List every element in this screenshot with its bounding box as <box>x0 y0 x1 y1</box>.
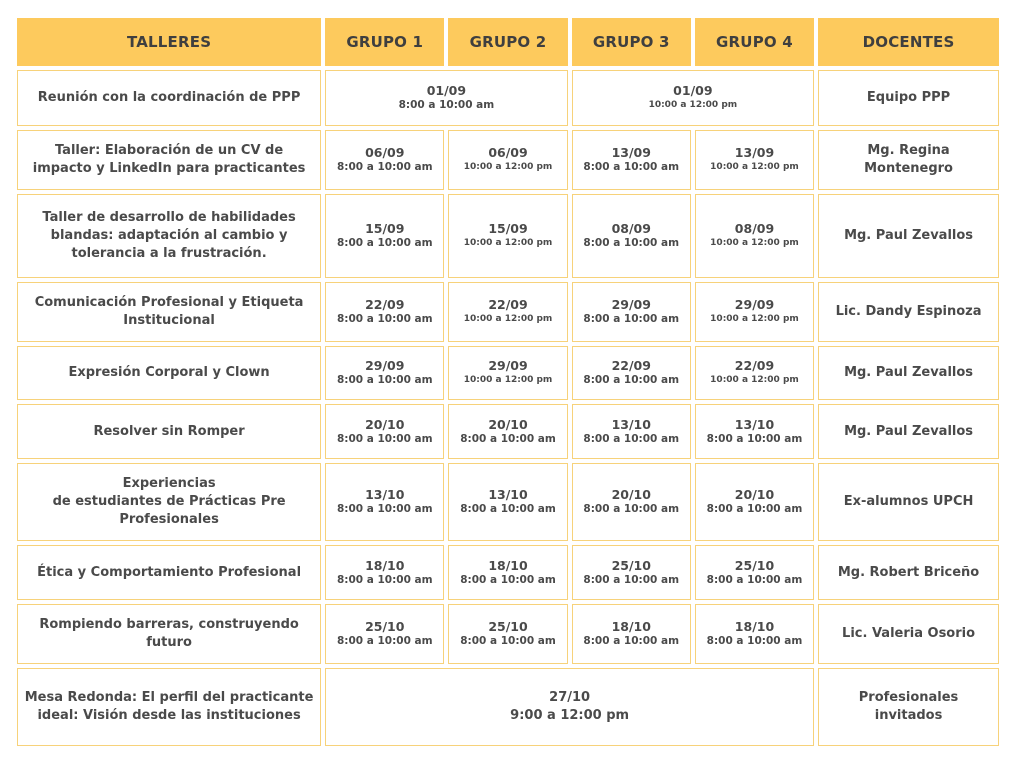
session-date: 22/09 <box>611 358 651 373</box>
session-time: 8:00 a 10:00 am <box>583 432 680 445</box>
session-date: 18/10 <box>611 619 651 634</box>
header-grupo-4: GRUPO 4 <box>695 18 814 66</box>
session-cell <box>325 282 444 342</box>
table-row <box>17 130 999 190</box>
session-date: 20/10 <box>611 487 651 502</box>
session-time: 10:00 a 12:00 pm <box>463 238 553 248</box>
table-row <box>17 463 999 541</box>
session-time: 8:00 a 10:00 am <box>583 237 680 249</box>
session-date: 29/09 <box>734 297 775 312</box>
session-time: 8:00 a 10:00 am <box>460 432 556 445</box>
session-date: 01/09 <box>426 83 467 98</box>
docente-name: Mg. Paul Zevallos <box>818 194 999 278</box>
session-time: 8:00 a 10:00 am <box>583 313 680 325</box>
session-time: 8:00 a 10:00 am <box>336 573 433 586</box>
taller-name: Comunicación Profesional y Etiqueta Institucional <box>17 282 321 342</box>
session-time: 8:00 a 10:00 am <box>336 313 433 325</box>
session-date: 18/10 <box>488 557 528 573</box>
session-time: 8:00 a 10:00 am <box>583 635 680 647</box>
header-talleres: TALLERES <box>17 18 321 66</box>
session-cell <box>325 545 444 600</box>
session-time: 9:00 a 12:00 pm <box>510 708 630 723</box>
session-date: 13/10 <box>365 487 405 502</box>
session-time: 8:00 a 10:00 am <box>583 573 680 586</box>
session-time: 8:00 a 10:00 am <box>706 573 803 586</box>
session-date: 13/10 <box>734 416 775 432</box>
table-row <box>17 545 999 600</box>
session-cell <box>448 604 567 664</box>
taller-name-line1: Experiencias <box>122 476 216 491</box>
session-cell <box>448 282 567 342</box>
session-cell <box>572 463 691 541</box>
docente-name: Equipo PPP <box>818 70 999 126</box>
docente-name: Mg. Paul Zevallos <box>818 404 999 459</box>
docente-name: Ex-alumnos UPCH <box>818 463 999 541</box>
session-date: 13/10 <box>488 487 528 502</box>
session-cell <box>448 404 567 459</box>
session-time: 8:00 a 10:00 am <box>583 161 680 173</box>
session-date: 25/10 <box>365 619 405 634</box>
session-time: 10:00 a 12:00 pm <box>710 314 799 324</box>
session-cell <box>448 463 567 541</box>
session-time: 8:00 a 10:00 am <box>336 374 433 386</box>
taller-name: Expresión Corporal y Clown <box>17 346 321 400</box>
table-row <box>17 282 999 342</box>
session-date: 25/10 <box>734 557 775 573</box>
session-date: 29/09 <box>365 358 405 373</box>
taller-name: Taller de desarrollo de habilidades blandas: adaptación al cambio y tolerancia a la frustración. <box>17 194 321 278</box>
session-time: 8:00 a 10:00 am <box>460 503 556 515</box>
session-date: 25/10 <box>488 619 528 634</box>
session-date: 01/09 <box>673 83 713 98</box>
session-time: 8:00 a 10:00 am <box>336 237 433 249</box>
session-cell <box>448 545 567 600</box>
session-date: 13/09 <box>611 145 651 160</box>
session-time: 8:00 a 10:00 am <box>336 503 433 515</box>
docente-name: Lic. Dandy Espinoza <box>818 282 999 342</box>
session-date: 20/10 <box>488 416 528 432</box>
table-row <box>17 194 999 278</box>
table-row <box>17 70 999 126</box>
session-time: 8:00 a 10:00 am <box>706 432 803 445</box>
session-time: 10:00 a 12:00 pm <box>463 314 553 324</box>
taller-name: Mesa Redonda: El perfil del practicante ideal: Visión desde las instituciones <box>17 668 321 746</box>
session-date: 22/09 <box>734 358 775 373</box>
session-date: 29/09 <box>488 358 528 373</box>
session-cell <box>695 194 814 278</box>
session-cell <box>572 604 691 664</box>
taller-name: Resolver sin Romper <box>17 404 321 459</box>
session-cell <box>448 346 567 400</box>
session-cell <box>325 346 444 400</box>
session-date: 29/09 <box>611 297 651 312</box>
session-cell <box>572 404 691 459</box>
session-cell <box>695 404 814 459</box>
session-time: 10:00 a 12:00 pm <box>463 375 553 385</box>
session-cell <box>325 70 567 126</box>
table-row <box>17 404 999 459</box>
header-grupo-1: GRUPO 1 <box>325 18 444 66</box>
session-cell <box>448 194 567 278</box>
docente-name: Lic. Valeria Osorio <box>818 604 999 664</box>
session-date: 15/09 <box>365 221 405 236</box>
header-docentes: DOCENTES <box>818 18 999 66</box>
session-time: 8:00 a 10:00 am <box>460 573 556 586</box>
docente-name: Mg. Robert Briceño <box>818 545 999 600</box>
table-row <box>17 604 999 664</box>
session-cell <box>572 282 691 342</box>
session-time: 8:00 a 10:00 am <box>583 503 680 515</box>
session-date: 22/09 <box>365 297 405 312</box>
header-grupo-3: GRUPO 3 <box>572 18 691 66</box>
session-date: 27/10 <box>549 690 591 705</box>
docente-name: Mg. Paul Zevallos <box>818 346 999 400</box>
session-time: 8:00 a 10:00 am <box>398 99 495 111</box>
session-time: 8:00 a 10:00 am <box>336 432 433 445</box>
schedule-table <box>13 14 1003 750</box>
session-date: 20/10 <box>734 487 775 502</box>
taller-name: Rompiendo barreras, construyendo futuro <box>17 604 321 664</box>
header-grupo-2: GRUPO 2 <box>448 18 567 66</box>
session-cell <box>695 463 814 541</box>
header-row <box>17 18 999 66</box>
session-date: 18/10 <box>365 557 405 573</box>
docente-name: Mg. Regina Montenegro <box>818 130 999 190</box>
session-time: 8:00 a 10:00 am <box>706 635 803 647</box>
table-row <box>17 346 999 400</box>
session-time: 10:00 a 12:00 pm <box>710 162 799 172</box>
session-cell <box>448 130 567 190</box>
taller-name <box>17 463 321 541</box>
session-date: 25/10 <box>611 557 651 573</box>
session-time: 10:00 a 12:00 pm <box>463 162 553 172</box>
session-cell <box>325 668 814 746</box>
session-time: 10:00 a 12:00 pm <box>710 238 799 248</box>
docente-name: Profesionales invitados <box>818 668 999 746</box>
session-date: 06/09 <box>488 145 528 160</box>
session-date: 13/09 <box>734 145 775 160</box>
session-cell <box>325 463 444 541</box>
session-date: 22/09 <box>488 297 528 312</box>
session-cell <box>325 130 444 190</box>
session-cell <box>325 404 444 459</box>
table-row <box>17 668 999 746</box>
session-time: 8:00 a 10:00 am <box>336 635 433 647</box>
session-time: 8:00 a 10:00 am <box>336 161 433 173</box>
session-cell <box>572 70 814 126</box>
session-time: 10:00 a 12:00 pm <box>648 100 738 110</box>
session-date: 06/09 <box>365 145 405 160</box>
session-cell <box>695 346 814 400</box>
session-cell <box>572 545 691 600</box>
session-cell <box>695 130 814 190</box>
session-cell <box>695 604 814 664</box>
session-time: 8:00 a 10:00 am <box>460 635 556 647</box>
taller-name: Taller: Elaboración de un CV de impacto y LinkedIn para practicantes <box>17 130 321 190</box>
session-cell <box>572 130 691 190</box>
session-date: 20/10 <box>365 416 405 432</box>
session-cell <box>325 604 444 664</box>
session-date: 15/09 <box>488 221 528 236</box>
session-time: 10:00 a 12:00 pm <box>710 375 799 385</box>
session-time: 8:00 a 10:00 am <box>706 503 803 515</box>
session-time: 8:00 a 10:00 am <box>583 374 680 386</box>
session-cell <box>572 346 691 400</box>
taller-name: Ética y Comportamiento Profesional <box>17 545 321 600</box>
taller-name-line2: de estudiantes de Prácticas Pre Profesionales <box>52 494 286 527</box>
session-date: 13/10 <box>611 416 651 432</box>
session-cell <box>325 194 444 278</box>
session-cell <box>572 194 691 278</box>
session-date: 08/09 <box>611 221 651 236</box>
session-date: 08/09 <box>734 221 775 236</box>
taller-name: Reunión con la coordinación de PPP <box>17 70 321 126</box>
session-cell <box>695 282 814 342</box>
session-date: 18/10 <box>734 619 775 634</box>
session-cell <box>695 545 814 600</box>
